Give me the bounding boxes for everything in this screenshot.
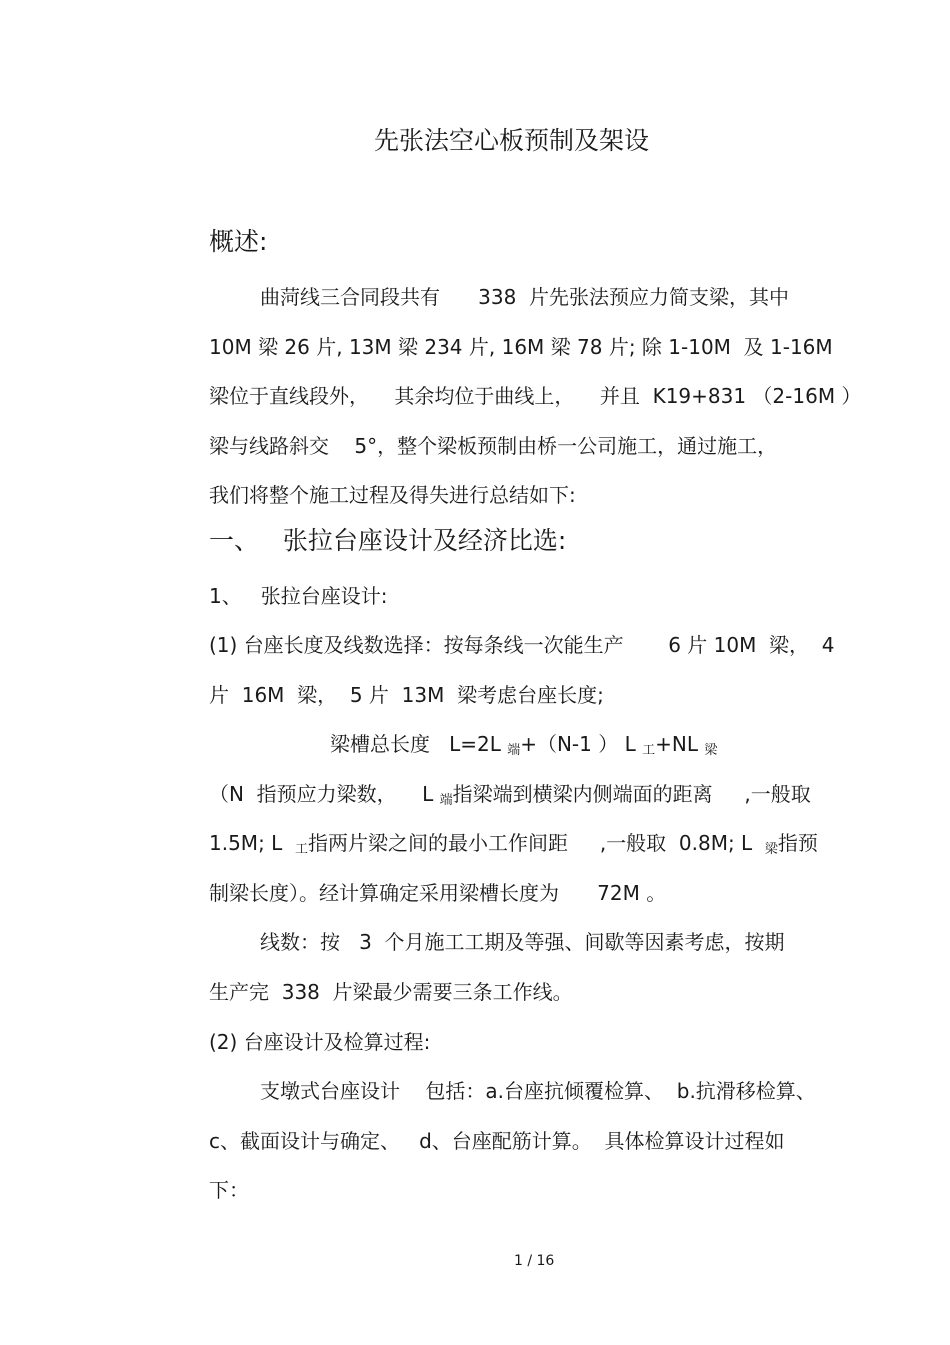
formula [330, 731, 717, 761]
overview-line-1: 曲菏线三合同段共有 338 片先张法预应力简支梁，其中 [260, 285, 790, 309]
para-2-line-1: 支墩式台座设计 包括：a.台座抗倾覆检算、 b.抗滑移检算、 [260, 1079, 816, 1103]
page-number: 1 / 16 [514, 1253, 555, 1269]
section-1-heading: 一、 张拉台座设计及经济比选: [209, 526, 567, 555]
subsection-1-heading: 1、 张拉台座设计: [209, 584, 388, 608]
note-line-1 [209, 781, 811, 811]
overview-line-3: 梁位于直线段外， 其余均位于曲线上， 并且 K19+831 （2-16M ） [209, 384, 862, 408]
para-2-line-2: c、截面设计与确定、 d、台座配筋计算。 具体检算设计过程如 [209, 1129, 785, 1153]
overview-line-5: 我们将整个施工过程及得失进行总结如下: [209, 483, 576, 507]
note-line-1-b: 指梁端到横梁内侧端面的距离 ,一般取 [452, 782, 811, 806]
overview-heading: 概述: [209, 227, 268, 256]
note-line-2-sub-1: 工 [295, 842, 309, 857]
note-line-1-sub: 端 [439, 793, 453, 808]
formula-part-b: +（N-1 ） L [520, 732, 643, 756]
note-line-2-c: 指预 [777, 831, 818, 855]
formula-sub-c: 梁 [704, 743, 718, 758]
note-line-2 [209, 830, 818, 860]
note-line-1-a: （N 指预应力梁数， L [209, 782, 440, 806]
formula-sub-a: 端 [507, 743, 521, 758]
note-line-2-b: 指两片梁之间的最小工作间距 ,一般取 0.8M; L [308, 831, 765, 855]
document-title: 先张法空心板预制及架设 [374, 126, 650, 155]
para-2-heading: (2) 台座设计及检算过程: [209, 1030, 431, 1054]
note-line-3: 制梁长度）。经计算确定采用梁槽长度为 72M 。 [209, 881, 667, 905]
formula-sub-b: 工 [642, 743, 656, 758]
overview-line-4: 梁与线路斜交 5°，整个梁板预制由桥一公司施工，通过施工， [209, 434, 778, 458]
para-1-line-1: (1) 台座长度及线数选择：按每条线一次能生产 6 片 10M 梁， 4 [209, 633, 835, 657]
formula-part-c: +NL [655, 732, 705, 756]
note-line-2-sub-2: 梁 [764, 842, 778, 857]
para-2-line-3: 下： [209, 1178, 249, 1202]
lines-para-line-1: 线数：按 3 个月施工工期及等强、间歇等因素考虑，按期 [260, 930, 785, 954]
formula-part-a: 梁槽总长度 L=2L [330, 732, 508, 756]
note-line-2-a: 1.5M; L [209, 831, 296, 855]
lines-para-line-2: 生产完 338 片梁最少需要三条工作线。 [209, 980, 573, 1004]
overview-line-2: 10M 梁 26 片, 13M 梁 234 片, 16M 梁 78 片; 除 1-10M 及 1-16M [209, 335, 833, 359]
para-1-line-2: 片 16M 梁， 5 片 13M 梁考虑台座长度; [209, 683, 604, 707]
